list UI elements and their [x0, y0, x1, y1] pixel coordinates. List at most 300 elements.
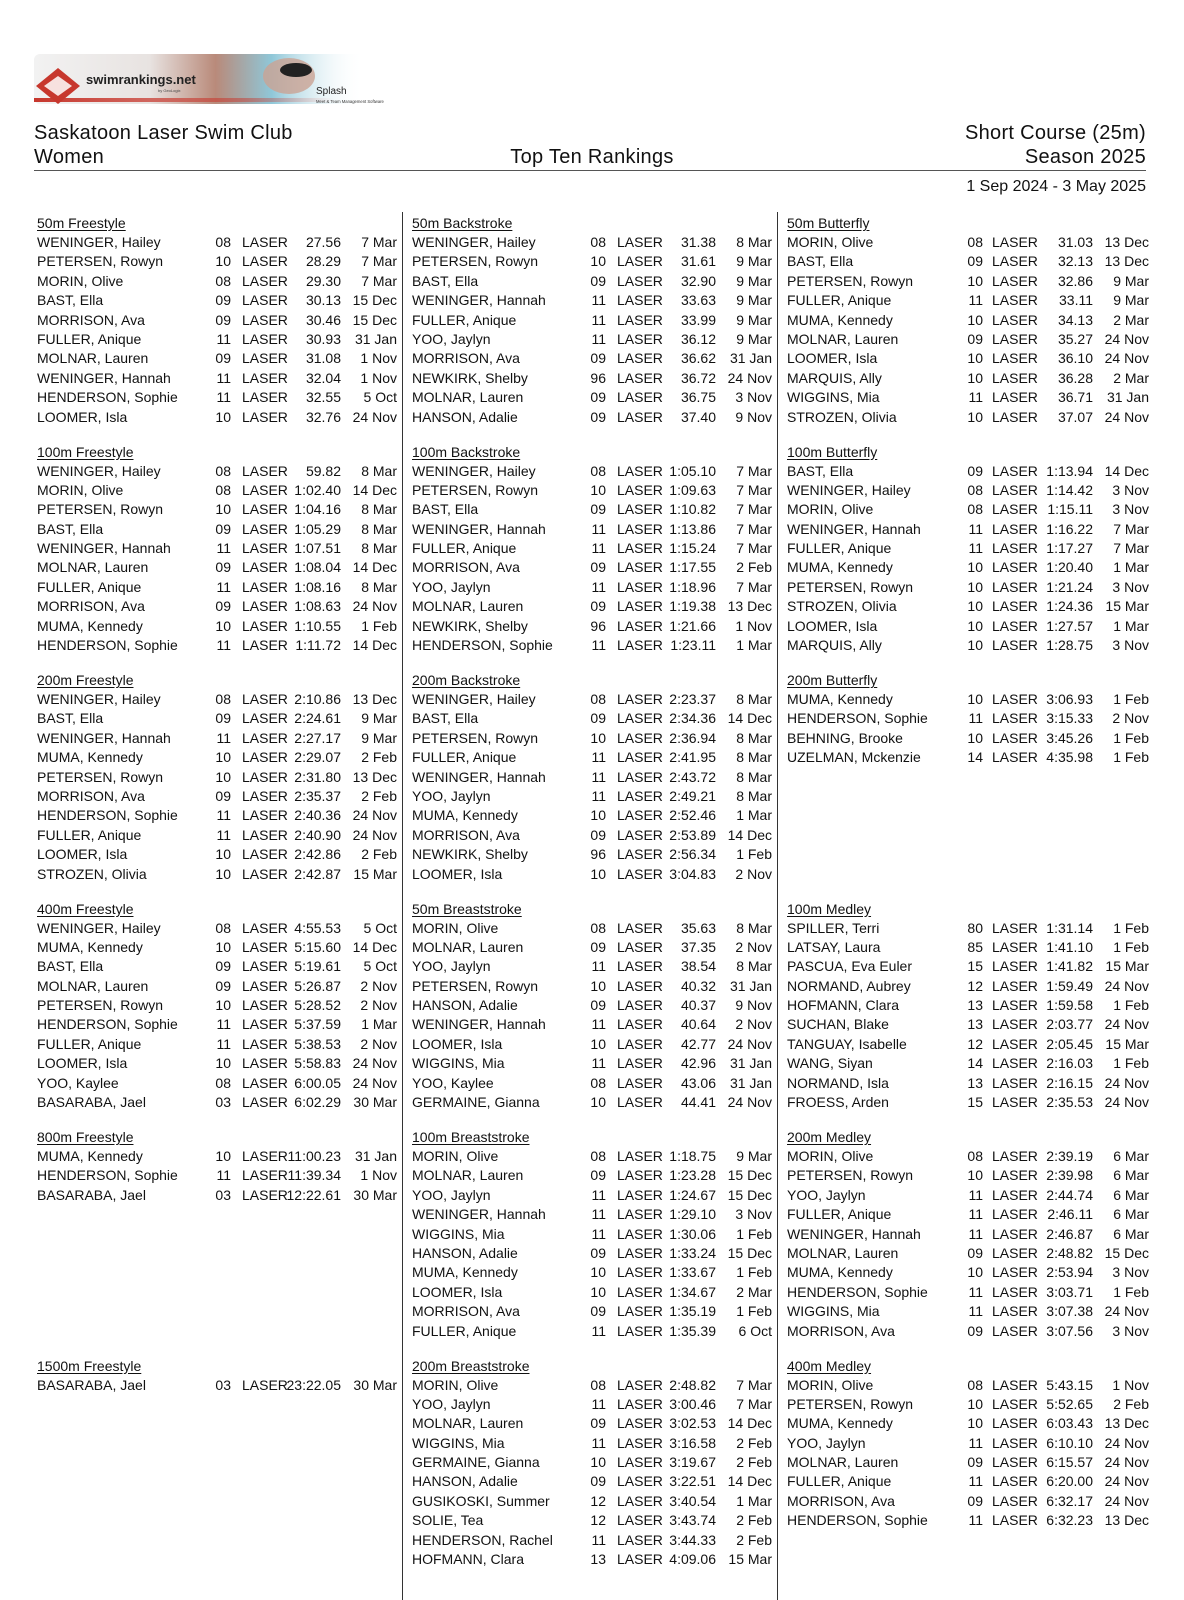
- swim-date: 24 Nov: [1104, 1454, 1149, 1471]
- swim-time: 2:23.37: [669, 691, 716, 707]
- event-block: [787, 213, 1149, 427]
- ranking-row: [787, 369, 1149, 388]
- swim-time: 6:03.43: [1046, 1415, 1093, 1432]
- swim-time: 36.72: [680, 369, 716, 386]
- club-code: LASER: [617, 1551, 663, 1568]
- club-code: LASER: [992, 520, 1038, 537]
- swim-time: 3:02.53: [669, 1415, 716, 1432]
- swim-time: 1:18.96: [669, 578, 716, 595]
- club-code: LASER: [242, 617, 288, 634]
- ranking-row: [412, 806, 772, 825]
- club-code: LASER: [992, 1322, 1038, 1339]
- swim-time: 2:43.72: [669, 768, 716, 785]
- swimmer-name: MORIN, Olive: [787, 1376, 874, 1393]
- club-code: LASER: [242, 234, 288, 250]
- swimmer-name: MUMA, Kennedy: [787, 691, 893, 707]
- swimmer-name: PETERSEN, Rowyn: [37, 253, 164, 270]
- swim-time: 1:17.27: [1046, 540, 1093, 557]
- club-code: LASER: [617, 617, 663, 634]
- swim-date: 14 Dec: [1104, 462, 1149, 479]
- ranking-row: [37, 1093, 397, 1112]
- swim-time: 1:31.14: [1046, 919, 1093, 936]
- swim-date: 24 Nov: [1104, 330, 1149, 347]
- club-code: LASER: [992, 408, 1038, 425]
- swim-date: 1 Feb: [736, 1303, 772, 1320]
- swim-date: 8 Mar: [736, 958, 772, 975]
- swimmer-age: 11: [968, 1225, 983, 1242]
- swimmer-name: MORIN, Olive: [37, 481, 124, 498]
- ranking-row: [787, 481, 1149, 500]
- swimmer-age: 10: [215, 253, 231, 270]
- swimmer-name: WENINGER, Hailey: [412, 234, 536, 250]
- swim-time: 2:44.74: [1046, 1186, 1093, 1203]
- swim-time: 2:40.36: [294, 807, 341, 824]
- swimmer-age: 08: [215, 234, 231, 250]
- swimmer-age: 09: [215, 598, 231, 615]
- club-code: LASER: [617, 1303, 663, 1320]
- club-code: LASER: [992, 977, 1038, 994]
- club-code: LASER: [617, 1094, 663, 1111]
- swim-time: 44.41: [680, 1094, 716, 1111]
- swim-time: 1:08.16: [294, 578, 341, 595]
- swimmer-age: 10: [967, 598, 983, 615]
- swim-date: 24 Nov: [1104, 1094, 1149, 1111]
- swimmer-name: MUMA, Kennedy: [37, 617, 143, 634]
- swim-date: 15 Mar: [353, 865, 397, 882]
- swim-time: 32.90: [680, 272, 716, 289]
- swim-time: 31.08: [305, 350, 341, 367]
- swim-date: 2 Nov: [735, 865, 772, 882]
- swim-date: 1 Feb: [1113, 729, 1149, 746]
- swim-time: 36.28: [1057, 369, 1093, 386]
- club-code: LASER: [617, 234, 663, 250]
- ranking-row: [37, 826, 397, 845]
- swim-date: 31 Jan: [729, 977, 772, 994]
- swimmer-age: 10: [215, 997, 231, 1014]
- swim-date: 2 Mar: [1113, 369, 1149, 386]
- swim-time: 32.55: [305, 389, 341, 406]
- club-code: LASER: [992, 938, 1038, 955]
- swim-time: 3:44.33: [669, 1531, 716, 1548]
- swimmer-age: 11: [968, 1186, 983, 1203]
- swim-time: 1:21.24: [1046, 578, 1093, 595]
- swimmer-age: 10: [967, 408, 983, 425]
- club-code: LASER: [992, 1244, 1038, 1261]
- swim-time: 1:13.86: [669, 520, 716, 537]
- swimmer-name: MORIN, Olive: [787, 1148, 874, 1164]
- swim-date: 7 Mar: [1113, 540, 1149, 557]
- event-block: [787, 899, 1149, 1113]
- swimmer-name: HOFMANN, Clara: [412, 1551, 525, 1568]
- swim-date: 8 Mar: [361, 462, 397, 479]
- swimmer-name: BAST, Ella: [412, 710, 479, 727]
- club-code: LASER: [992, 1303, 1038, 1320]
- swimmer-name: YOO, Jaylyn: [412, 787, 491, 804]
- swimmer-name: YOO, Kaylee: [412, 1074, 494, 1091]
- swim-date: 3 Nov: [1112, 501, 1149, 518]
- swimmer-age: 09: [967, 1454, 983, 1471]
- swimmer-age: 11: [216, 1167, 231, 1184]
- club-code: LASER: [617, 846, 663, 863]
- ranking-row: [37, 768, 397, 787]
- swimmer-age: 08: [590, 1148, 606, 1164]
- club-code: LASER: [992, 1434, 1038, 1451]
- swimmer-name: GERMAINE, Gianna: [412, 1454, 540, 1471]
- club-code: LASER: [617, 408, 663, 425]
- swim-time: 3:03.71: [1046, 1283, 1093, 1300]
- club-code: LASER: [992, 749, 1038, 766]
- club-code: LASER: [992, 350, 1038, 367]
- swimmer-name: NORMAND, Aubrey: [787, 977, 911, 994]
- swimmer-age: 11: [968, 1206, 983, 1223]
- swimmer-age: 11: [216, 330, 231, 347]
- swim-date: 1 Feb: [1113, 691, 1149, 707]
- swim-date: 1 Feb: [736, 1225, 772, 1242]
- swim-time: 35.63: [680, 919, 716, 936]
- swim-time: 1:30.06: [669, 1225, 716, 1242]
- club-code: LASER: [992, 1264, 1038, 1281]
- swim-time: 12:22.61: [286, 1186, 341, 1203]
- swimmer-name: MORRISON, Ava: [37, 598, 145, 615]
- swim-time: 1:24.36: [1046, 598, 1093, 615]
- club-code: LASER: [242, 540, 288, 557]
- ranking-row: [37, 388, 397, 407]
- club-code: LASER: [617, 1415, 663, 1432]
- swimmer-name: MUMA, Kennedy: [412, 1264, 518, 1281]
- swim-date: 30 Mar: [353, 1186, 397, 1203]
- club-code: LASER: [992, 598, 1038, 615]
- club-code: LASER: [242, 938, 288, 955]
- event-block: [37, 1356, 397, 1395]
- swim-time: 42.77: [680, 1035, 716, 1052]
- logo-tagline: by GeoLogix: [158, 88, 181, 93]
- swim-time: 2:40.90: [294, 826, 341, 843]
- swimmer-age: 11: [591, 768, 606, 785]
- ranking-row: [37, 748, 397, 767]
- event-title: 400m Freestyle: [37, 900, 134, 917]
- club-code: LASER: [617, 253, 663, 270]
- swim-time: 5:37.59: [294, 1016, 341, 1033]
- swimmer-name: BASARABA, Jael: [37, 1186, 146, 1203]
- swim-date: 9 Mar: [736, 311, 772, 328]
- swimmer-name: WENINGER, Hailey: [37, 691, 161, 707]
- club-code: LASER: [617, 1395, 663, 1412]
- club-code: LASER: [992, 1074, 1038, 1091]
- swimmer-age: 11: [591, 1186, 606, 1203]
- ranking-row: [787, 462, 1149, 481]
- swimmer-name: MARQUIS, Ally: [787, 369, 882, 386]
- club-code: LASER: [992, 1492, 1038, 1509]
- swimmer-age: 09: [590, 389, 606, 406]
- club-code: LASER: [242, 977, 288, 994]
- swimmer-name: WENINGER, Hannah: [787, 1225, 921, 1242]
- ranking-row: [37, 919, 397, 938]
- swim-date: 2 Nov: [360, 997, 397, 1014]
- swim-time: 3:04.83: [669, 865, 716, 882]
- swim-time: 30.46: [305, 311, 341, 328]
- club-code: LASER: [992, 958, 1038, 975]
- swim-date: 24 Nov: [352, 408, 397, 425]
- swimmer-age: 11: [591, 1322, 606, 1339]
- swim-time: 1:05.29: [294, 520, 341, 537]
- swimmer-name: MORRISON, Ava: [412, 350, 520, 367]
- ranking-row: [37, 690, 397, 709]
- ranking-row: [412, 1434, 772, 1453]
- ranking-row: [412, 1302, 772, 1321]
- swim-date: 24 Nov: [352, 598, 397, 615]
- club-code: LASER: [617, 272, 663, 289]
- swimmer-name: WENINGER, Hannah: [412, 292, 546, 309]
- club-code: LASER: [992, 540, 1038, 557]
- swim-time: 1:14.42: [1046, 481, 1093, 498]
- club-code: LASER: [992, 1094, 1038, 1111]
- ranking-row: [787, 748, 1149, 767]
- club-code: LASER: [242, 389, 288, 406]
- ranking-row: [787, 1395, 1149, 1414]
- swimmer-age: 11: [591, 330, 606, 347]
- swimmer-name: TANGUAY, Isabelle: [787, 1035, 907, 1052]
- swim-date: 31 Jan: [729, 1074, 772, 1091]
- swim-time: 5:19.61: [294, 958, 341, 975]
- swimmer-name: BAST, Ella: [37, 710, 104, 727]
- swim-time: 1:21.66: [669, 617, 716, 634]
- club-code: LASER: [992, 919, 1038, 936]
- swim-date: 2 Mar: [736, 1283, 772, 1300]
- swim-date: 2 Nov: [735, 938, 772, 955]
- club-code: LASER: [992, 272, 1038, 289]
- swim-date: 7 Mar: [736, 501, 772, 518]
- swimmer-age: 11: [968, 389, 983, 406]
- ranking-row: [787, 1414, 1149, 1433]
- ranking-row: [37, 957, 397, 976]
- swim-date: 15 Dec: [727, 1186, 772, 1203]
- event-block: [412, 899, 772, 1113]
- swim-date: 6 Oct: [738, 1322, 772, 1339]
- swim-date: 7 Mar: [361, 253, 397, 270]
- ranking-row: [787, 617, 1149, 636]
- swim-date: 13 Dec: [352, 768, 397, 785]
- swim-date: 5 Oct: [363, 958, 397, 975]
- swim-time: 3:07.38: [1046, 1303, 1093, 1320]
- swimmer-name: MUMA, Kennedy: [37, 1148, 143, 1164]
- swimmer-age: 09: [215, 787, 231, 804]
- swim-date: 3 Nov: [1112, 578, 1149, 595]
- swimmer-age: 09: [590, 1244, 606, 1261]
- swimmer-age: 10: [967, 1395, 983, 1412]
- swimmer-name: BAST, Ella: [412, 272, 479, 289]
- club-code: LASER: [617, 462, 663, 479]
- swimmer-age: 09: [590, 1303, 606, 1320]
- swimmer-age: 11: [591, 1434, 606, 1451]
- swim-time: 6:00.05: [294, 1074, 341, 1091]
- swim-time: 2:31.80: [294, 768, 341, 785]
- swim-date: 2 Feb: [361, 787, 397, 804]
- swimmer-age: 10: [967, 350, 983, 367]
- club-code: LASER: [242, 1186, 288, 1203]
- event-block: [412, 213, 772, 427]
- club-code: LASER: [992, 1454, 1038, 1471]
- swim-date: 1 Nov: [360, 350, 397, 367]
- club-code: LASER: [242, 311, 288, 328]
- swimmer-name: MOLNAR, Lauren: [412, 389, 524, 406]
- swim-time: 1:02.40: [294, 481, 341, 498]
- club-code: LASER: [617, 1167, 663, 1184]
- swimmer-age: 15: [967, 958, 983, 975]
- swimmer-name: BAST, Ella: [412, 501, 479, 518]
- swim-time: 31.61: [680, 253, 716, 270]
- swimmer-age: 15: [967, 1094, 983, 1111]
- ranking-row: [412, 1205, 772, 1224]
- swimmer-name: MOLNAR, Lauren: [412, 598, 524, 615]
- ranking-row: [787, 1376, 1149, 1395]
- club-code: LASER: [242, 520, 288, 537]
- swim-time: 34.13: [1057, 311, 1093, 328]
- swimmer-name: FULLER, Anique: [37, 578, 142, 595]
- ranking-row: [412, 481, 772, 500]
- swim-time: 5:43.15: [1046, 1376, 1093, 1393]
- swimmer-age: 14: [967, 1055, 983, 1072]
- swim-time: 36.71: [1057, 389, 1093, 406]
- swim-date: 14 Dec: [352, 637, 397, 654]
- club-code: LASER: [992, 1395, 1038, 1412]
- swim-date: 2 Nov: [360, 977, 397, 994]
- swimmer-name: WENINGER, Hannah: [37, 729, 171, 746]
- swimmer-name: WENINGER, Hannah: [787, 520, 921, 537]
- swim-time: 1:28.75: [1046, 637, 1093, 654]
- club-code: LASER: [617, 1512, 663, 1529]
- swimmer-age: 13: [967, 1016, 983, 1033]
- swimmer-age: 10: [215, 1148, 231, 1164]
- swimmer-age: 10: [215, 501, 231, 518]
- swim-time: 2:48.82: [669, 1376, 716, 1393]
- club-code: LASER: [992, 617, 1038, 634]
- swimmer-age: 13: [967, 997, 983, 1014]
- club-code: LASER: [617, 389, 663, 406]
- swim-time: 2:35.37: [294, 787, 341, 804]
- ranking-row: [412, 865, 772, 884]
- ranking-row: [412, 748, 772, 767]
- swim-time: 1:59.58: [1046, 997, 1093, 1014]
- swimmer-name: NORMAND, Isla: [787, 1074, 889, 1091]
- swimmer-age: 09: [590, 826, 606, 843]
- club-code: LASER: [992, 1167, 1038, 1184]
- swimmer-name: WENINGER, Hannah: [412, 768, 546, 785]
- swim-date: 9 Nov: [735, 408, 772, 425]
- swimmer-name: YOO, Jaylyn: [787, 1434, 866, 1451]
- swim-time: 32.76: [305, 408, 341, 425]
- swimmer-name: YOO, Jaylyn: [787, 1186, 866, 1203]
- ranking-row: [412, 1015, 772, 1034]
- event-block: [412, 1356, 772, 1570]
- club-code: LASER: [242, 846, 288, 863]
- swim-date: 9 Mar: [361, 729, 397, 746]
- ranking-row: [37, 787, 397, 806]
- swim-time: 1:35.39: [669, 1322, 716, 1339]
- swim-time: 5:28.52: [294, 997, 341, 1014]
- club-code: LASER: [617, 1322, 663, 1339]
- swim-time: 31.38: [680, 234, 716, 250]
- swimmer-age: 11: [968, 1512, 983, 1529]
- swimmer-name: FULLER, Anique: [412, 540, 517, 557]
- swim-time: 32.13: [1057, 253, 1093, 270]
- club-code: LASER: [617, 598, 663, 615]
- event-title: 200m Backstroke: [412, 672, 521, 688]
- swimmer-age: 08: [967, 234, 983, 250]
- swim-date: 1 Nov: [1112, 1376, 1149, 1393]
- ranking-row: [37, 996, 397, 1015]
- swim-date: 24 Nov: [1104, 408, 1149, 425]
- swim-time: 36.75: [680, 389, 716, 406]
- club-code: LASER: [992, 578, 1038, 595]
- swim-time: 33.63: [680, 292, 716, 309]
- club-code: LASER: [992, 501, 1038, 518]
- ranking-row: [37, 311, 397, 330]
- ranking-row: [37, 539, 397, 558]
- swim-time: 1:35.19: [669, 1303, 716, 1320]
- club-code: LASER: [617, 1434, 663, 1451]
- swimmer-name: STROZEN, Olivia: [787, 598, 897, 615]
- swimmer-name: PETERSEN, Rowyn: [787, 578, 914, 595]
- swimmer-name: BAST, Ella: [37, 958, 104, 975]
- swimmer-age: 09: [215, 311, 231, 328]
- swim-date: 9 Mar: [736, 253, 772, 270]
- swimmer-name: HENDERSON, Sophie: [787, 710, 928, 727]
- ranking-row: [787, 1147, 1149, 1166]
- club-code: LASER: [617, 768, 663, 785]
- swimmer-name: FULLER, Anique: [787, 292, 892, 309]
- swimmer-age: 10: [967, 1264, 983, 1281]
- swimmer-age: 11: [216, 729, 231, 746]
- swimmer-age: 10: [590, 729, 606, 746]
- swim-time: 2:49.21: [669, 787, 716, 804]
- swim-time: 36.12: [680, 330, 716, 347]
- swimmer-name: SUCHAN, Blake: [787, 1016, 889, 1033]
- ranking-row: [37, 1166, 397, 1185]
- swim-date: 2 Mar: [1113, 311, 1149, 328]
- ranking-row: [412, 330, 772, 349]
- ranking-row: [37, 1054, 397, 1073]
- swimmer-name: FULLER, Anique: [37, 1035, 142, 1052]
- swim-date: 9 Mar: [736, 330, 772, 347]
- swimmer-name: MUMA, Kennedy: [787, 1415, 893, 1432]
- swim-date: 1 Mar: [1113, 559, 1149, 576]
- club-code: LASER: [617, 1376, 663, 1393]
- ranking-row: [37, 252, 397, 271]
- ranking-row: [37, 938, 397, 957]
- logo-brand: swimrankings.net: [86, 72, 196, 87]
- club-code: LASER: [617, 501, 663, 518]
- swim-time: 4:09.06: [669, 1551, 716, 1568]
- swim-date: 13 Dec: [1104, 234, 1149, 250]
- swim-time: 1:41.82: [1046, 958, 1093, 975]
- event-block: [37, 213, 397, 427]
- ranking-row: [412, 787, 772, 806]
- ranking-row: [37, 1376, 397, 1395]
- ranking-row: [412, 617, 772, 636]
- swimmer-age: 10: [590, 481, 606, 498]
- swim-date: 8 Mar: [361, 540, 397, 557]
- swimmer-age: 11: [591, 1225, 606, 1242]
- club-code: LASER: [992, 1415, 1038, 1432]
- swim-time: 2:36.94: [669, 729, 716, 746]
- swim-date: 1 Feb: [1113, 997, 1149, 1014]
- ranking-row: [787, 558, 1149, 577]
- swim-date: 2 Feb: [736, 1512, 772, 1529]
- ranking-row: [412, 1035, 772, 1054]
- swim-time: 2:46.87: [1046, 1225, 1093, 1242]
- ranking-row: [412, 500, 772, 519]
- ranking-row: [412, 1166, 772, 1185]
